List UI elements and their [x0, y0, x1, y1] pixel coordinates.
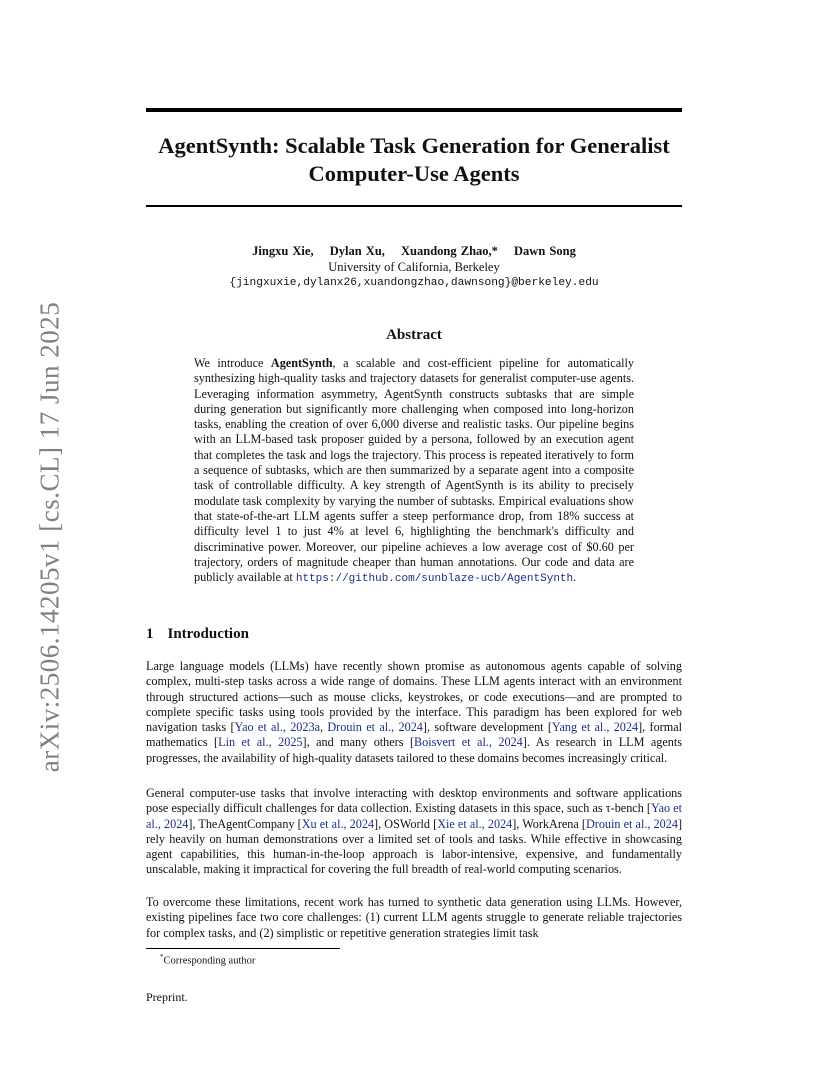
author-2: Dylan Xu, — [329, 244, 385, 258]
citation-link[interactable]: Boisvert et al., 2024 — [414, 735, 523, 750]
arxiv-sidebar-stamp: arXiv:2506.14205v1 [cs.CL] 17 Jun 2025 — [34, 301, 65, 773]
citation-link[interactable]: Xie et al., 2024 — [437, 816, 513, 831]
paragraph-text: ] rely heavily on human demonstrations over a limited set of tools and tasks. While effective in showcasing agent capabilities, this human-in-the-loop approach is labor-intensive, expensive, and fundamentally unscalable, making it impractical for covering the full breadth of real-world computing scenarios. — [146, 816, 682, 877]
abstract-body — [194, 356, 634, 587]
preprint-label: Preprint. — [146, 990, 188, 1004]
abstract-heading: Abstract — [386, 327, 442, 343]
paragraph-text: General computer-use tasks that involve interacting with desktop environments and software applications pose especially difficult challenges for data collection. Existing datasets in this space, such as τ-bench [ — [146, 786, 682, 816]
section-title: Introduction — [167, 626, 249, 642]
paragraph-text: ], WorkArena [ — [512, 816, 586, 831]
paragraph-text: , — [320, 720, 328, 735]
title-top-rule — [146, 108, 682, 112]
intro-paragraph-2 — [146, 786, 682, 878]
title-bottom-rule — [146, 205, 682, 207]
affiliation: University of California, Berkeley — [328, 260, 500, 274]
citation-link[interactable]: Drouin et al., 2024 — [327, 720, 423, 735]
section-heading-introduction — [146, 625, 249, 643]
author-1: Jingxu Xie, — [252, 244, 314, 258]
paragraph-text: ], formal mathematics [ — [146, 720, 682, 750]
abstract-text: , a scalable and cost-efficient pipeline for automatically synthesizing high-quality tasks and trajectory datasets for generalist computer-use agents. Leveraging information asymmetry, AgentSynth constructs subtasks that are simple during generation but significantly more challenging when composed into long-horizon tasks, enabling the creation of over 6,000 diverse and realistic tasks. Our pipeline begins with an LLM-based task proposer guided by a persona, followed by an execution agent that completes the task and logs the trajectory. This process is repeated iteratively to form a sequence of subtasks, which are then summarized by a separate agent into a composite task of controllable difficulty. A key strength of AgentSynth is its ability to precisely modulate task complexity by varying the number of subtasks. Empirical evaluations show that state-of-the-art LLM agents suffer a steep performance drop, from 18% success at difficulty level 1 to just 4% at level 6, highlighting the benchmark's difficulty and discriminative power. Moreover, our pipeline achieves a low average cost of $0.60 per trajectory, orders of magnitude cheaper than human annotations. Our code and data are publicly available at — [194, 356, 634, 585]
citation-link[interactable]: Yang et al., 2024 — [551, 720, 639, 735]
paragraph-text: Large language models (LLMs) have recently shown promise as autonomous agents capable of solving complex, multi-step tasks across a wide range of domains. These LLM agents interact with an environment through structured actions—such as mouse clicks, keystrokes, or code executions—and are prompted to complete specific tasks using tools provided by the interface. This paradigm has been explored for web navigation tasks [ — [146, 659, 682, 735]
paper-title — [146, 132, 682, 188]
author-emails: {jingxuxie,dylanx26,xuandongzhao,dawnsong}@berkeley.edu — [229, 277, 599, 289]
citation-link[interactable]: Drouin et al., 2024 — [585, 816, 678, 831]
paragraph-text: ], and many others [ — [302, 735, 415, 750]
abstract-end: . — [573, 570, 577, 585]
footnote-text: Corresponding author — [163, 955, 256, 967]
author-4: Dawn Song — [514, 244, 576, 258]
paragraph-text: ], TheAgentCompany [ — [188, 816, 302, 831]
title-line-1: AgentSynth: Scalable Task Generation for Generalist — [158, 133, 670, 158]
citation-link[interactable]: Xu et al., 2024 — [301, 816, 375, 831]
citation-link[interactable]: Lin et al., 2025 — [218, 735, 303, 750]
author-list — [146, 243, 682, 259]
paragraph-text: ]. As research in LLM agents progresses, the availability of high-quality datasets tailored to these domains becomes increasingly critical. — [146, 735, 683, 765]
section-number: 1 — [146, 626, 154, 642]
abstract-system-name: AgentSynth — [270, 356, 333, 370]
author-3: Xuandong Zhao,* — [401, 244, 498, 258]
footnote-mark: * — [160, 953, 164, 961]
intro-paragraph-1 — [146, 659, 682, 766]
citation-link[interactable]: Yao et al., 2024 — [146, 801, 682, 831]
abstract-intro: We introduce — [194, 356, 271, 370]
footnote — [160, 951, 255, 968]
paragraph-text: ], software development [ — [422, 720, 552, 735]
footnote-rule — [146, 948, 340, 949]
intro-paragraph-3 — [146, 895, 682, 941]
title-line-2: Computer-Use Agents — [308, 161, 520, 186]
github-link[interactable]: https://github.com/sunblaze-ucb/AgentSynth — [295, 573, 574, 586]
paragraph-text: ], OSWorld [ — [374, 816, 438, 831]
paragraph-text: To overcome these limitations, recent work has turned to synthetic data generation using LLMs. However, existing pipelines face two core challenges: (1) current LLM agents struggle to generate reliable trajectories for complex tasks, and (2) simplistic or repetitive generation strategies limit task — [146, 895, 682, 940]
citation-link[interactable]: Yao et al., 2023a — [234, 720, 321, 735]
